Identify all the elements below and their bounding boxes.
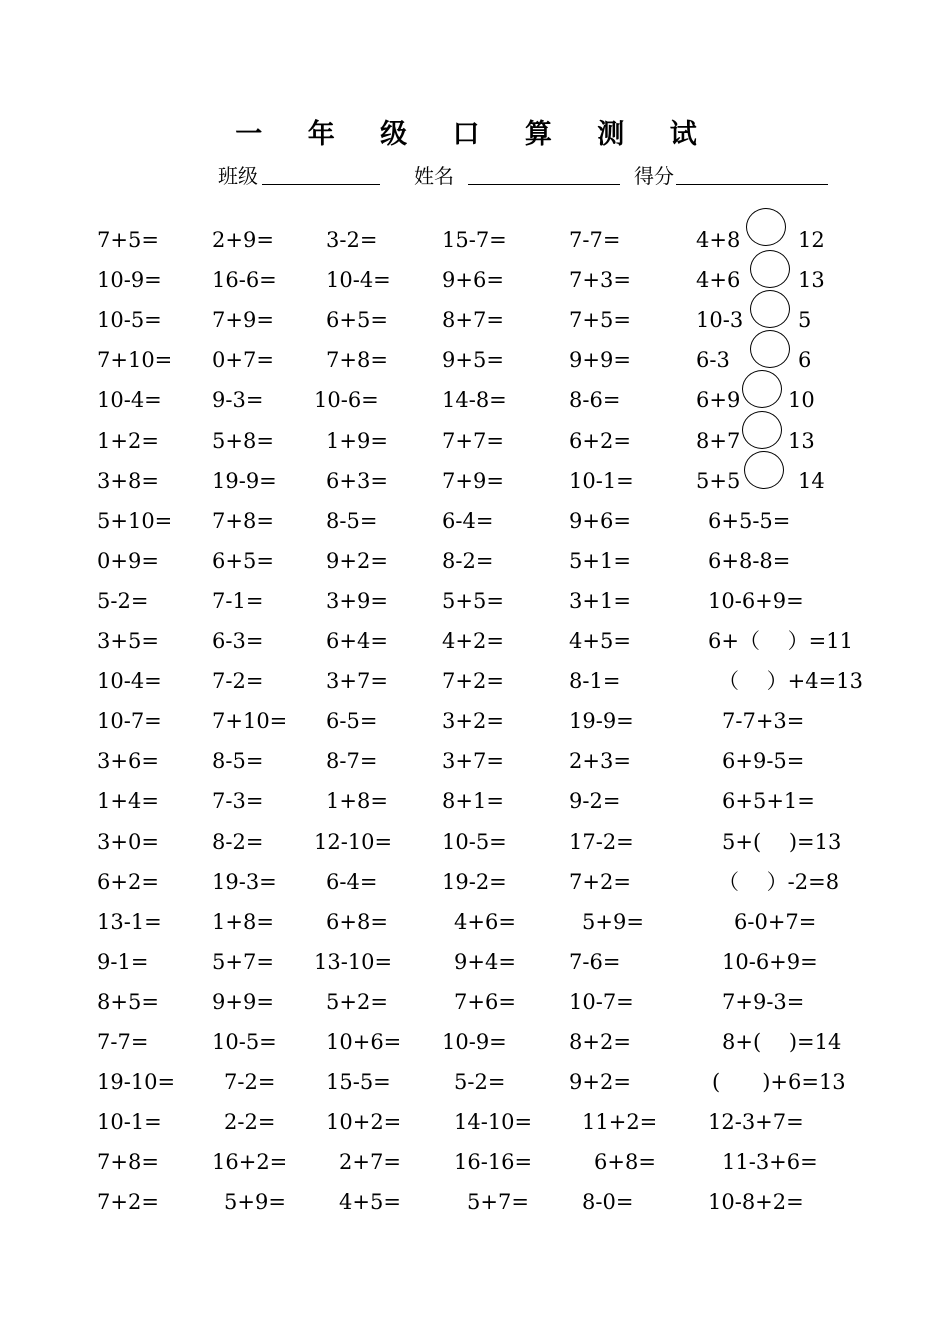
problem-21-3: 10+6= — [326, 1030, 402, 1054]
problem-15-2: 7-3= — [212, 789, 264, 814]
problem-5-5: 8-6= — [569, 388, 621, 413]
problem-22-2: 7-2= — [224, 1070, 276, 1095]
problem-24-6: 11-3+6= — [722, 1150, 818, 1175]
problem-13-1: 10-7= — [97, 709, 162, 734]
problem-3-1: 10-5= — [97, 308, 162, 333]
problem-6-6: 8+7 — [696, 428, 741, 453]
problem-10-6: 10-6+9= — [708, 588, 804, 613]
problem-23-4: 14-10= — [454, 1110, 533, 1135]
problem-14-6: 6+9-5= — [722, 749, 805, 774]
page-title: 一 年 级 口 算 测 试 — [235, 119, 715, 150]
problem-17-4: 19-2= — [442, 869, 507, 894]
compare-answer-circle[interactable] — [742, 411, 782, 449]
problem-4-4: 9+5= — [442, 348, 504, 373]
problem-25-3: 4+5= — [339, 1190, 401, 1215]
problem-25-6: 10-8+2= — [708, 1190, 804, 1215]
problem-21-6: 8+( )=14 — [722, 1030, 842, 1054]
problem-25-5: 8-0= — [582, 1190, 634, 1215]
problem-7-6: 5+5 — [696, 468, 741, 493]
problem-18-2: 1+8= — [212, 909, 274, 934]
problem-21-4: 10-9= — [442, 1030, 507, 1054]
problem-12-3: 3+7= — [326, 669, 388, 694]
problem-16-2: 8-2= — [212, 829, 264, 854]
problem-20-6: 7+9-3= — [722, 989, 805, 1014]
problem-17-5: 7+2= — [569, 869, 631, 894]
problem-8-5: 9+6= — [569, 508, 631, 533]
problem-3-2: 7+9= — [212, 308, 274, 333]
problem-5-2: 9-3= — [212, 388, 264, 413]
problem-21-1: 7-7= — [97, 1030, 149, 1054]
problem-23-6: 12-3+7= — [708, 1110, 804, 1135]
problem-6-3: 1+9= — [326, 428, 388, 453]
problem-20-1: 8+5= — [97, 989, 159, 1014]
problem-16-4: 10-5= — [442, 829, 507, 854]
problem-20-2: 9+9= — [212, 989, 274, 1014]
problem-17-2: 19-3= — [212, 869, 277, 894]
name-label: 姓名 — [414, 164, 454, 188]
compare-value-7: 14 — [798, 468, 825, 493]
problem-4-6: 6-3 — [696, 348, 730, 373]
problem-5-6: 6+9 — [696, 388, 741, 413]
compare-answer-circle[interactable] — [750, 290, 790, 328]
problem-13-3: 6-5= — [326, 709, 378, 734]
problem-22-5: 9+2= — [569, 1070, 631, 1095]
problem-4-3: 7+8= — [326, 348, 388, 373]
problem-18-3: 6+8= — [326, 909, 388, 934]
problem-5-4: 14-8= — [442, 388, 507, 413]
problem-25-1: 7+2= — [97, 1190, 159, 1215]
problem-25-2: 5+9= — [224, 1190, 286, 1215]
problem-12-6: （ ）+4=13 — [718, 669, 863, 694]
problem-23-1: 10-1= — [97, 1110, 162, 1135]
problem-24-3: 2+7= — [339, 1150, 401, 1175]
problem-22-6: ( )+6=13 — [712, 1070, 846, 1095]
problem-19-5: 7-6= — [569, 949, 621, 974]
problem-10-2: 7-1= — [212, 588, 264, 613]
problem-7-5: 10-1= — [569, 468, 634, 493]
problem-18-1: 13-1= — [97, 909, 162, 934]
problem-10-3: 3+9= — [326, 588, 388, 613]
problem-19-3: 13-10= — [314, 949, 393, 974]
problem-24-4: 16-16= — [454, 1150, 533, 1175]
problem-17-6: （ ）-2=8 — [718, 869, 840, 894]
problem-1-4: 15-7= — [442, 228, 507, 252]
problem-7-1: 3+8= — [97, 468, 159, 493]
compare-value-3: 5 — [798, 308, 812, 333]
problem-3-4: 8+7= — [442, 308, 504, 333]
problem-19-6: 10-6+9= — [722, 949, 818, 974]
problem-15-6: 6+5+1= — [722, 789, 815, 814]
compare-value-1: 12 — [798, 228, 825, 252]
problem-9-1: 0+9= — [97, 548, 159, 573]
problem-5-1: 10-4= — [97, 388, 162, 413]
problem-22-4: 5-2= — [454, 1070, 506, 1095]
problem-6-2: 5+8= — [212, 428, 274, 453]
problem-15-5: 9-2= — [569, 789, 621, 814]
problem-1-1: 7+5= — [97, 228, 159, 252]
problem-14-2: 8-5= — [212, 749, 264, 774]
problem-6-4: 7+7= — [442, 428, 504, 453]
problem-9-3: 9+2= — [326, 548, 388, 573]
problem-18-5: 5+9= — [582, 909, 644, 934]
problem-8-3: 8-5= — [326, 508, 378, 533]
problem-10-5: 3+1= — [569, 588, 631, 613]
problem-4-5: 9+9= — [569, 348, 631, 373]
problem-23-2: 2-2= — [224, 1110, 276, 1135]
compare-answer-circle[interactable] — [746, 208, 786, 246]
problem-16-6: 5+( )=13 — [722, 829, 842, 854]
problem-12-2: 7-2= — [212, 669, 264, 694]
problem-1-2: 2+9= — [212, 228, 274, 252]
problem-11-2: 6-3= — [212, 629, 264, 653]
compare-answer-circle[interactable] — [750, 330, 790, 368]
problem-18-6: 6-0+7= — [734, 909, 817, 934]
problem-18-4: 4+6= — [454, 909, 516, 934]
problem-16-1: 3+0= — [97, 829, 159, 854]
compare-answer-circle[interactable] — [742, 370, 782, 408]
problem-12-1: 10-4= — [97, 669, 162, 694]
problem-23-5: 11+2= — [582, 1110, 658, 1135]
problem-20-4: 7+6= — [454, 989, 516, 1014]
problem-6-1: 1+2= — [97, 428, 159, 453]
problem-17-3: 6-4= — [326, 869, 378, 894]
problem-9-5: 5+1= — [569, 548, 631, 573]
problem-21-5: 8+2= — [569, 1030, 631, 1054]
compare-answer-circle[interactable] — [750, 250, 790, 288]
problem-20-3: 5+2= — [326, 989, 388, 1014]
problem-23-3: 10+2= — [326, 1110, 402, 1135]
problem-24-1: 7+8= — [97, 1150, 159, 1175]
problem-10-4: 5+5= — [442, 588, 504, 613]
problem-22-3: 15-5= — [326, 1070, 391, 1095]
problem-16-5: 17-2= — [569, 829, 634, 854]
problem-13-2: 7+10= — [212, 709, 288, 734]
problem-8-4: 6-4= — [442, 508, 494, 533]
problem-19-4: 9+4= — [454, 949, 516, 974]
problem-13-4: 3+2= — [442, 709, 504, 734]
compare-answer-circle[interactable] — [744, 451, 784, 489]
problem-9-2: 6+5= — [212, 548, 274, 573]
problem-4-2: 0+7= — [212, 348, 274, 373]
score-label: 得分 — [634, 164, 674, 188]
problem-11-5: 4+5= — [569, 629, 631, 653]
problem-9-4: 8-2= — [442, 548, 494, 573]
problem-2-6: 4+6 — [696, 268, 741, 293]
problem-14-4: 3+7= — [442, 749, 504, 774]
problem-12-4: 7+2= — [442, 669, 504, 694]
problem-9-6: 6+8-8= — [708, 548, 791, 573]
compare-value-5: 10 — [788, 388, 815, 413]
problem-1-5: 7-7= — [569, 228, 621, 252]
problem-7-3: 6+3= — [326, 468, 388, 493]
problem-24-5: 6+8= — [594, 1150, 656, 1175]
problem-3-5: 7+5= — [569, 308, 631, 333]
problem-2-2: 16-6= — [212, 268, 277, 293]
compare-value-6: 13 — [788, 428, 815, 453]
problem-2-1: 10-9= — [97, 268, 162, 293]
problem-15-4: 8+1= — [442, 789, 504, 814]
problem-8-2: 7+8= — [212, 508, 274, 533]
problem-24-2: 16+2= — [212, 1150, 288, 1175]
problem-19-2: 5+7= — [212, 949, 274, 974]
problem-8-6: 6+5-5= — [708, 508, 791, 533]
problem-1-3: 3-2= — [326, 228, 378, 252]
problem-7-4: 7+9= — [442, 468, 504, 493]
problem-21-2: 10-5= — [212, 1030, 277, 1054]
problem-13-6: 7-7+3= — [722, 709, 805, 734]
problem-11-1: 3+5= — [97, 629, 159, 653]
problem-10-1: 5-2= — [97, 588, 149, 613]
compare-value-2: 13 — [798, 268, 825, 293]
problem-15-1: 1+4= — [97, 789, 159, 814]
problem-14-3: 8-7= — [326, 749, 378, 774]
problem-11-4: 4+2= — [442, 629, 504, 653]
problem-2-4: 9+6= — [442, 268, 504, 293]
problem-11-6: 6+（ ）=11 — [708, 629, 853, 653]
problem-11-3: 6+4= — [326, 629, 388, 653]
problem-2-3: 10-4= — [326, 268, 391, 293]
problem-16-3: 12-10= — [314, 829, 393, 854]
problem-4-1: 7+10= — [97, 348, 173, 373]
problem-25-4: 5+7= — [467, 1190, 529, 1215]
problem-15-3: 1+8= — [326, 789, 388, 814]
problem-8-1: 5+10= — [97, 508, 173, 533]
problem-12-5: 8-1= — [569, 669, 621, 694]
problem-22-1: 19-10= — [97, 1070, 176, 1095]
problem-3-6: 10-3 — [696, 308, 744, 333]
compare-value-4: 6 — [798, 348, 812, 373]
problem-1-6: 4+8 — [696, 228, 741, 252]
problem-19-1: 9-1= — [97, 949, 149, 974]
problem-6-5: 6+2= — [569, 428, 631, 453]
problem-13-5: 19-9= — [569, 709, 634, 734]
problem-14-5: 2+3= — [569, 749, 631, 774]
problem-5-3: 10-6= — [314, 388, 379, 413]
problem-3-3: 6+5= — [326, 308, 388, 333]
problem-7-2: 19-9= — [212, 468, 277, 493]
problem-17-1: 6+2= — [97, 869, 159, 894]
problem-14-1: 3+6= — [97, 749, 159, 774]
problem-20-5: 10-7= — [569, 989, 634, 1014]
class-label: 班级 — [218, 164, 258, 188]
problem-2-5: 7+3= — [569, 268, 631, 293]
